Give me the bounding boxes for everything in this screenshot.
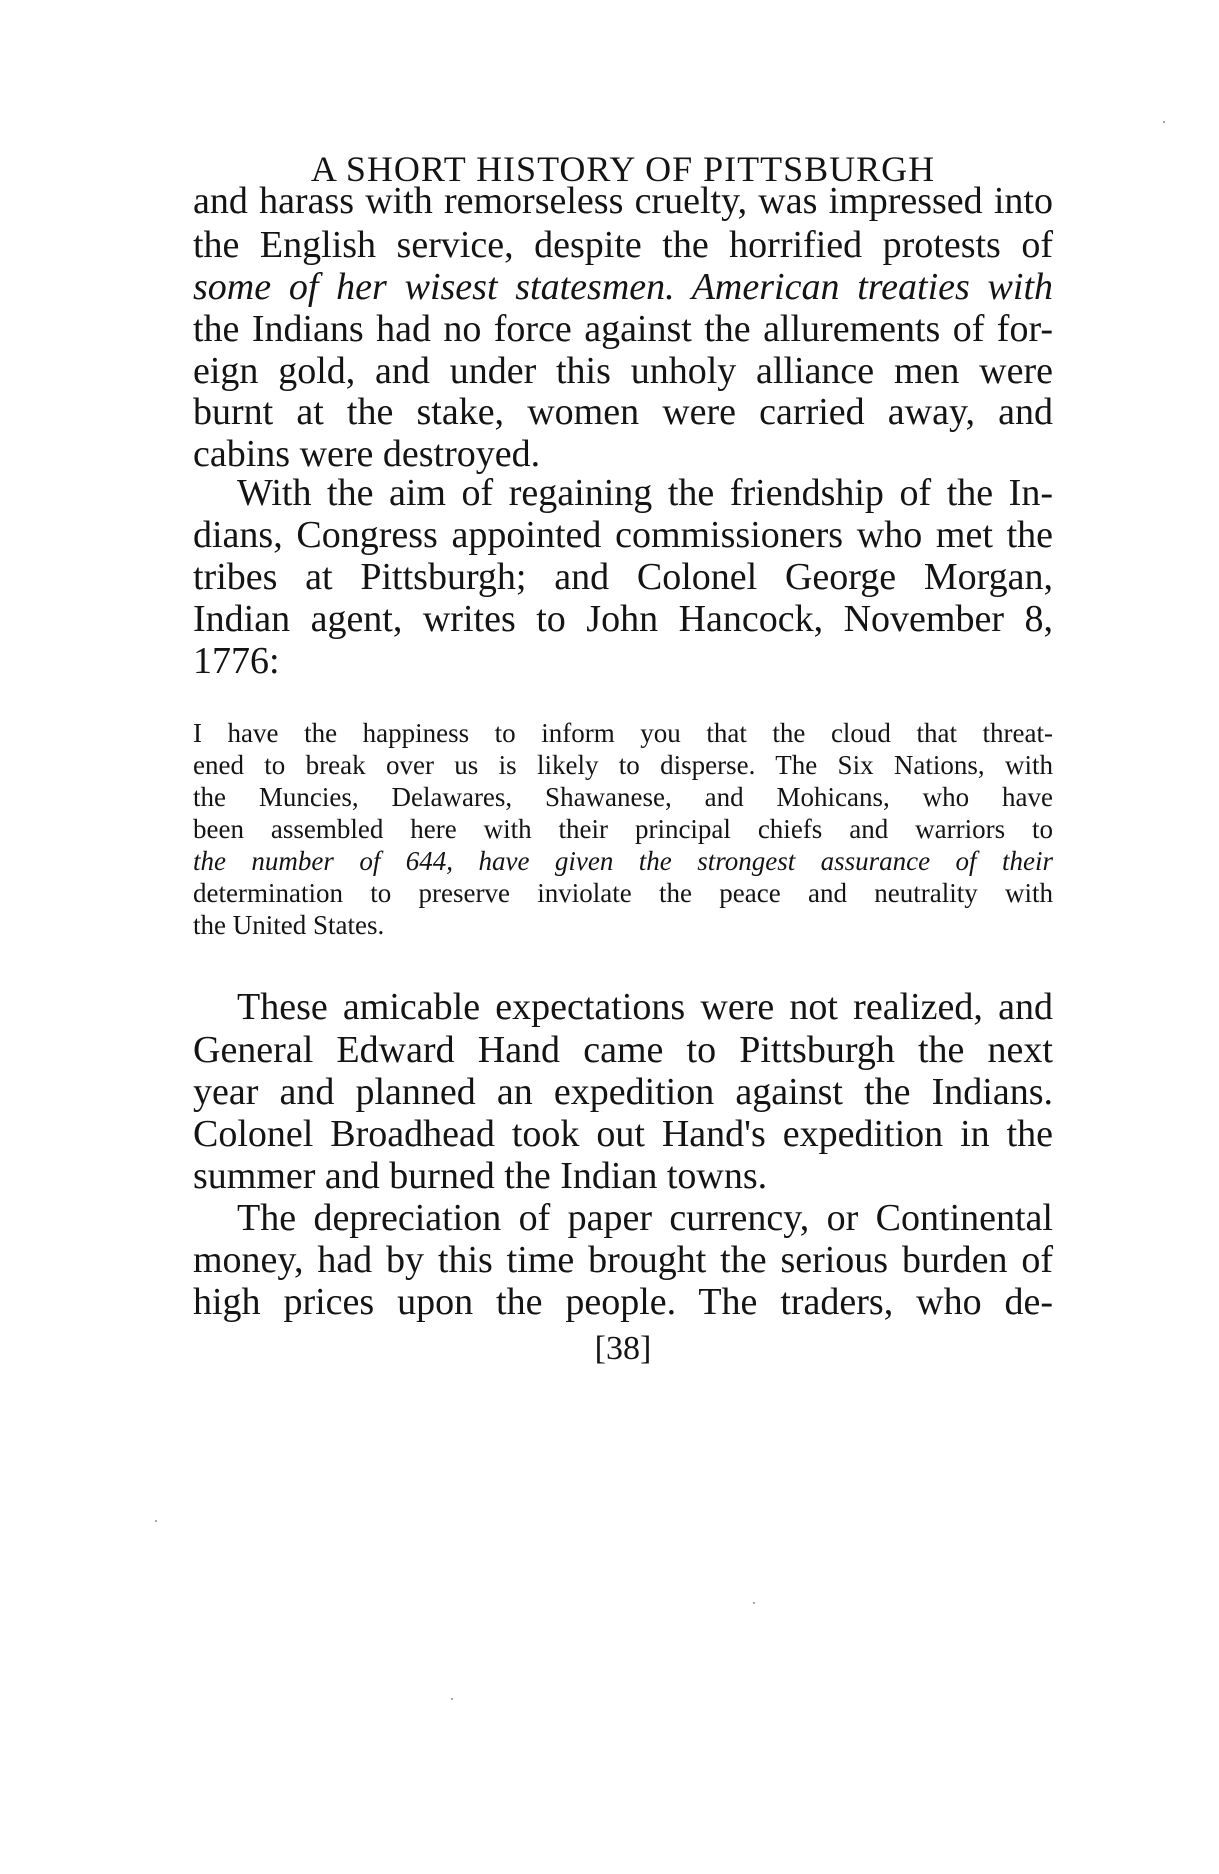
text-line: summer and burned the Indian towns.: [193, 1155, 768, 1197]
text-line: With the aim of regaining the friendship of the In-: [237, 472, 1053, 514]
text-line: burnt at the stake, women were carried away, and: [193, 391, 1053, 433]
text-line: some of her wisest statesmen. American treaties with: [193, 266, 1053, 308]
scan-speck: [753, 1602, 755, 1604]
text-line: year and planned an expedition against the Indians.: [193, 1071, 1053, 1113]
text-line: eign gold, and under this unholy alliance men were: [193, 350, 1053, 392]
text-line: cabins were destroyed.: [193, 433, 541, 475]
text-line: 1776:: [193, 640, 280, 682]
page-number: [38]: [594, 1330, 652, 1367]
text-line: Indian agent, writes to John Hancock, November 8,: [193, 598, 1053, 640]
scan-speck: [451, 1698, 453, 1700]
text-line: tribes at Pittsburgh; and Colonel George Morgan,: [193, 556, 1053, 598]
quote-line: determination to preserve inviolate the peace and neutrality with: [193, 878, 1053, 908]
quote-line: been assembled here with their principal chiefs and warriors to: [193, 814, 1053, 844]
running-title: A SHORT HISTORY OF PITTSBURGH: [310, 149, 936, 189]
text-line: high prices upon the people. The traders, who de-: [193, 1281, 1053, 1323]
text-line: the Indians had no force against the allurements of for-: [193, 308, 1053, 350]
text-line: and harass with remorseless cruelty, was impressed into: [193, 180, 1053, 222]
text-line: dians, Congress appointed commissioners who met the: [193, 514, 1053, 556]
text-line: money, had by this time brought the serious burden of: [193, 1239, 1053, 1281]
scan-speck: [1163, 121, 1165, 123]
scan-speck: [155, 1520, 157, 1522]
quote-line: the United States.: [193, 910, 385, 940]
text-line: the English service, despite the horrified protests of: [193, 224, 1053, 266]
text-line: These amicable expectations were not realized, and: [237, 986, 1053, 1028]
text-line: General Edward Hand came to Pittsburgh the next: [193, 1029, 1053, 1071]
text-line: The depreciation of paper currency, or Continental: [237, 1197, 1053, 1239]
quote-line: the number of 644, have given the strongest assurance of their: [193, 846, 1053, 876]
quote-line: ened to break over us is likely to disperse. The Six Nations, with: [193, 750, 1053, 780]
quote-line: the Muncies, Delawares, Shawanese, and Mohicans, who have: [193, 782, 1053, 812]
text-line: Colonel Broadhead took out Hand's expedition in the: [193, 1113, 1053, 1155]
quote-line: I have the happiness to inform you that the cloud that threat-: [193, 718, 1053, 748]
